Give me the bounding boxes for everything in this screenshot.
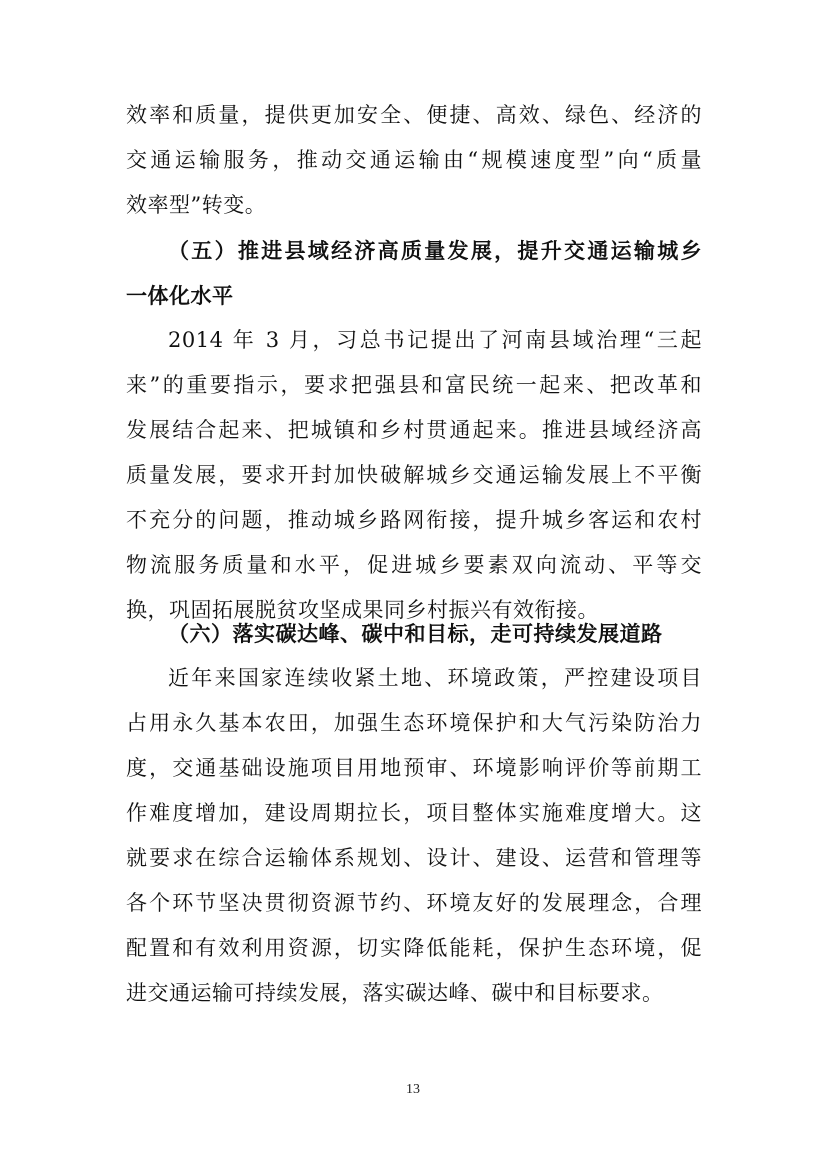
- text-line: 进交通运输可持续发展，落实碳达峰、碳中和目标要求。: [126, 981, 664, 1005]
- text-line: 度，交通基础设施项目用地预审、环境影响评价等前期工: [126, 756, 702, 780]
- text-line: 作难度增加，建设周期拉长，项目整体实施难度增大。这: [126, 801, 702, 825]
- paragraph-county-economy: [126, 318, 702, 633]
- section-heading-5: [126, 228, 702, 318]
- page-number: 13: [406, 1082, 420, 1097]
- text-line: 发展结合起来、把城镇和乡村贯通起来。推进县域经济高: [126, 418, 702, 442]
- heading-line: （五）推进县域经济高质量发展，提升交通运输城乡: [168, 238, 702, 263]
- text-line: 来”的重要指示，要求把强县和富民统一起来、把改革和: [126, 373, 702, 397]
- text-line: 交通运输服务，推动交通运输由“规模速度型”向“质量: [126, 148, 702, 172]
- paragraph-continuation: [126, 93, 702, 228]
- heading-line: （六）落实碳达峰、碳中和目标，走可持续发展道路: [168, 621, 663, 646]
- text-line: 占用永久基本农田，加强生态环境保护和大气污染防治力: [126, 711, 702, 735]
- text-line: 效率型”转变。: [126, 193, 267, 217]
- text-line: 配置和有效利用资源，切实降低能耗，保护生态环境，促: [126, 936, 702, 960]
- text-line: 效率和质量，提供更加安全、便捷、高效、绿色、经济的: [126, 103, 702, 127]
- text-line: 2014 年 3 月，习总书记提出了河南县域治理“三起: [168, 328, 702, 352]
- text-line: 就要求在综合运输体系规划、设计、建设、运营和管理等: [126, 846, 702, 870]
- text-line: 近年来国家连续收紧土地、环境政策，严控建设项目: [168, 666, 702, 690]
- paragraph-carbon-goals: [126, 656, 702, 1016]
- text-line: 物流服务质量和水平，促进城乡要素双向流动、平等交: [126, 553, 702, 577]
- text-line: 不充分的问题，推动城乡路网衔接，提升城乡客运和农村: [126, 508, 702, 532]
- section-heading-6: [126, 611, 702, 656]
- text-line: 质量发展，要求开封加快破解城乡交通运输发展上不平衡: [126, 463, 702, 487]
- text-line: 换，巩固拓展脱贫攻坚成果同乡村振兴有效衔接。: [126, 598, 599, 622]
- text-line: 各个环节坚决贯彻资源节约、环境友好的发展理念，合理: [126, 891, 702, 915]
- heading-line: 一体化水平: [126, 283, 234, 308]
